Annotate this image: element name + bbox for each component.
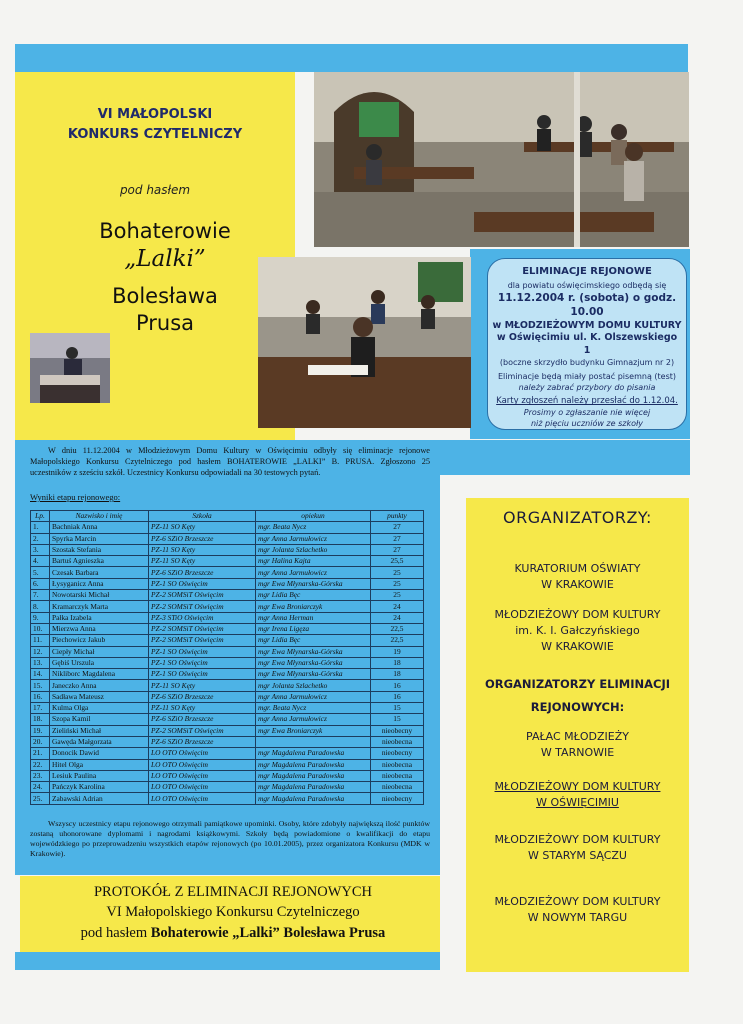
table-cell: Gębiś Urszula: [50, 657, 149, 668]
table-row: [31, 533, 424, 544]
table-cell: 19.: [31, 725, 50, 736]
table-cell: Zieliński Michał: [50, 725, 149, 736]
table-cell: nieobecna: [371, 736, 424, 747]
theme-line-2: „Lalki”: [124, 246, 206, 273]
eliminations-subtitle: dla powiatu oświęcimskiego odbędą się: [507, 280, 667, 290]
eliminations-note-1: Eliminacje będą miały postać pisemną (test): [498, 371, 676, 381]
table-cell: Mierzwa Anna: [50, 623, 149, 634]
table-cell: Pałka Izabela: [50, 612, 149, 623]
classroom-photo-large: [314, 72, 689, 247]
table-cell: mgr Anna Herman: [256, 612, 371, 623]
table-cell: PZ-2 SOMSiT Oświęcim: [149, 725, 256, 736]
table-cell: nieobecny: [371, 725, 424, 736]
regional-organizer-2-line-2: W OŚWIĘCIMIU: [536, 795, 619, 809]
table-cell: mgr Anna Jarmułowicz: [256, 533, 371, 544]
eliminations-request-2: niż pięciu uczniów ze szkoły: [530, 418, 644, 428]
table-row: [31, 714, 424, 725]
eliminations-address: w Oświęcimiu ul. K. Olszewskiego 1: [496, 332, 678, 357]
table-cell: PZ-6 SZiO Brzeszcze: [149, 533, 256, 544]
closing-paragraph: Wszyscy uczestnicy etapu rejonowego otrzymali pamiątkowe upominki. Osoby, które zdobyły największą ilość punktów zostaną uhonorowane dyplomami i nagrodami książkowymi. Szkoły będą powiadomione o kwalifikacji do etapu wojewódzkiego po przeprowadzeniu wszystkich etapów rejonowych (po 10.01.2005), przez organizatora Konkursu (MDK w Krakowie).: [30, 819, 430, 859]
table-cell: 15: [371, 714, 424, 725]
table-cell: PZ-2 SOMSiT Oświęcim: [149, 590, 256, 601]
table-cell: 15.: [31, 680, 50, 691]
table-cell: PZ-6 SZiO Brzeszcze: [149, 691, 256, 702]
table-cell: mgr Anna Jarmułowicz: [256, 691, 371, 702]
table-cell: Kramarczyk Marta: [50, 601, 149, 612]
intro-paragraph: W dniu 11.12.2004 w Młodzieżowym Domu Kultury w Oświęcimiu odbyły się eliminacje rejonowe Małopolskiego Konkursu Czytelniczego pod hasłem BOHATEROWIE „LALKI” B. PRUSA. Zgłoszono 25 uczestników z sześciu szkół. Uczestnicy Konkursu odpowiadali na 30 testowych pytań.: [30, 446, 430, 477]
table-cell: PZ-11 SO Kęty: [149, 544, 256, 555]
table-cell: 12.: [31, 646, 50, 657]
table-cell: mgr Lidia Bęc: [256, 590, 371, 601]
table-cell: 6.: [31, 578, 50, 589]
table-cell: PZ-2 SOMSiT Oświęcim: [149, 635, 256, 646]
table-cell: LO OTO Oświęcim: [149, 770, 256, 781]
table-cell: Szostak Stefania: [50, 544, 149, 555]
protocol-line-3-bold: Bohaterowie „Lalki” Bolesława Prusa: [150, 924, 386, 941]
table-cell: Donocik Dawid: [50, 748, 149, 759]
table-cell: nieobecny: [371, 748, 424, 759]
table-row: [31, 691, 424, 702]
table-cell: 24.: [31, 782, 50, 793]
table-cell: Pańczyk Karolina: [50, 782, 149, 793]
table-row: [31, 669, 424, 680]
organizers-panel: [466, 498, 689, 972]
table-cell: mgr Magdalena Paradowska: [256, 770, 371, 781]
table-cell: 27: [371, 544, 424, 555]
table-cell: 18.: [31, 714, 50, 725]
table-cell: 25: [371, 590, 424, 601]
eliminations-title: ELIMINACJE REJONOWE: [522, 266, 652, 277]
table-cell: LO OTO Oświęcim: [149, 793, 256, 804]
table-cell: mgr Ewa Broniarczyk: [256, 601, 371, 612]
table-cell: Ciepły Michał: [50, 646, 149, 657]
title-line-2: KONKURS CZYTELNICZY: [67, 126, 243, 142]
theme-line-1: Bohaterowie: [99, 219, 231, 243]
table-row: [31, 703, 424, 714]
table-cell: mgr Anna Jarmułowicz: [256, 567, 371, 578]
table-cell: Zabawski Adrian: [50, 793, 149, 804]
table-cell: 27: [371, 533, 424, 544]
table-cell: PZ-1 SO Oświęcim: [149, 657, 256, 668]
results-body: [31, 522, 424, 804]
table-cell: 11.: [31, 635, 50, 646]
table-row: [31, 748, 424, 759]
title-line-1: VI MAŁOPOLSKI: [97, 107, 213, 122]
regional-organizer-4-line-1: MŁODZIEŻOWY DOM KULTURY: [494, 895, 661, 909]
table-cell: Gawęda Małgorzata: [50, 736, 149, 747]
table-row: [31, 612, 424, 623]
regional-organizer-1-line-1: PAŁAC MŁODZIEŻY: [526, 729, 629, 743]
table-cell: 22.: [31, 759, 50, 770]
theme-line-3: Bolesława: [112, 284, 218, 309]
eliminations-deadline: Karty zgłoszeń należy przesłać do 1.12.04.: [496, 396, 678, 407]
table-cell: mgr Lidia Bęc: [256, 635, 371, 646]
table-cell: LO OTO Oświęcim: [149, 759, 256, 770]
table-cell: mgr Ewa Młynarska-Górska: [256, 657, 371, 668]
table-cell: 7.: [31, 590, 50, 601]
table-cell: PZ-11 SO Kęty: [149, 703, 256, 714]
table-cell: PZ-2 SOMSiT Oświęcim: [149, 623, 256, 634]
table-cell: 25.: [31, 793, 50, 804]
table-cell: [256, 736, 371, 747]
table-row: [31, 736, 424, 747]
table-cell: 21.: [31, 748, 50, 759]
regional-organizer-4-line-2: W NOWYM TARGU: [527, 911, 628, 925]
table-cell: 5.: [31, 567, 50, 578]
table-row: [31, 770, 424, 781]
regional-organizer-3-line-2: W STARYM SĄCZU: [528, 849, 627, 863]
organizer-2-line-3: W KRAKOWIE: [541, 639, 614, 653]
table-row: [31, 556, 424, 567]
table-cell: nieobecna: [371, 782, 424, 793]
table-cell: 4.: [31, 556, 50, 567]
table-cell: LO OTO Oświęcim: [149, 782, 256, 793]
table-cell: Szopa Kamil: [50, 714, 149, 725]
table-cell: 16.: [31, 691, 50, 702]
theme-line-4: Prusa: [135, 311, 195, 336]
table-cell: LO OTO Oświęcim: [149, 748, 256, 759]
table-cell: 10.: [31, 623, 50, 634]
table-row: [31, 759, 424, 770]
table-cell: PZ-6 SZiO Brzeszcze: [149, 567, 256, 578]
table-cell: 20.: [31, 736, 50, 747]
table-cell: mgr Magdalena Paradowska: [256, 748, 371, 759]
table-cell: 3.: [31, 544, 50, 555]
protocol-line-3-prefix: pod hasłem: [80, 924, 148, 941]
table-cell: mgr Irena Ligęza: [256, 623, 371, 634]
regional-organizer-1-line-2: W TARNOWIE: [540, 745, 615, 759]
table-cell: 16: [371, 680, 424, 691]
organizer-1-line-1: KURATORIUM OŚWIATY: [514, 562, 641, 575]
table-cell: PZ-11 SO Kęty: [149, 556, 256, 567]
table-cell: 24: [371, 601, 424, 612]
table-cell: 25: [371, 578, 424, 589]
table-cell: PZ-6 SZiO Brzeszcze: [149, 736, 256, 747]
table-row: [31, 657, 424, 668]
table-cell: 25,5: [371, 556, 424, 567]
table-cell: 16: [371, 691, 424, 702]
table-cell: Bartuś Agnieszka: [50, 556, 149, 567]
table-cell: Kulma Olga: [50, 703, 149, 714]
eliminations-note-2: należy zabrać przybory do pisania: [518, 382, 656, 392]
table-row: [31, 522, 424, 533]
table-cell: 1.: [31, 522, 50, 533]
table-row: [31, 601, 424, 612]
table-row: [31, 567, 424, 578]
table-cell: Spyrka Marcin: [50, 533, 149, 544]
table-row: [31, 680, 424, 691]
table-cell: 27: [371, 522, 424, 533]
table-cell: mgr Ewa Młynarska-Górska: [256, 669, 371, 680]
classroom-photo-medium: [258, 257, 471, 428]
table-cell: Lesiuk Paulina: [50, 770, 149, 781]
table-cell: 15: [371, 703, 424, 714]
table-cell: 24: [371, 612, 424, 623]
table-cell: 22,5: [371, 635, 424, 646]
column-header: opiekun: [256, 511, 371, 522]
table-cell: PZ-1 SO Oświęcim: [149, 646, 256, 657]
organizer-2-line-1: MŁODZIEŻOWY DOM KULTURY: [494, 607, 661, 621]
table-cell: PZ-1 SO Oświęcim: [149, 578, 256, 589]
regional-organizers-heading-1: ORGANIZATORZY ELIMINACJI: [484, 676, 671, 691]
results-heading: Wyniki etapu rejonowego:: [30, 492, 121, 502]
table-row: [31, 544, 424, 555]
table-cell: mgr Jolanta Szlachetko: [256, 680, 371, 691]
table-cell: 8.: [31, 601, 50, 612]
results-table: [30, 510, 424, 805]
table-cell: Piechowicz Jakub: [50, 635, 149, 646]
table-cell: 13.: [31, 657, 50, 668]
organizer-1-line-2: W KRAKOWIE: [541, 577, 614, 591]
table-cell: Hitel Olga: [50, 759, 149, 770]
table-cell: 18: [371, 669, 424, 680]
table-cell: PZ-11 SO Kęty: [149, 522, 256, 533]
table-cell: Janeczko Anna: [50, 680, 149, 691]
table-cell: Łysyganicz Anna: [50, 578, 149, 589]
column-header: Szkoła: [149, 511, 256, 522]
table-cell: 19: [371, 646, 424, 657]
table-cell: 18: [371, 657, 424, 668]
motto: pod hasłem: [119, 183, 191, 197]
table-cell: mgr Jolanta Szlachetko: [256, 544, 371, 555]
column-header: Nazwisko i imię: [50, 511, 149, 522]
eliminations-info-box: [487, 258, 687, 430]
table-cell: mgr Halina Kajta: [256, 556, 371, 567]
table-cell: mgr Ewa Broniarczyk: [256, 725, 371, 736]
organizers-heading: ORGANIZATORZY:: [503, 508, 652, 527]
regional-organizer-2-line-1: MŁODZIEŻOWY DOM KULTURY: [494, 779, 661, 793]
table-cell: mgr Magdalena Paradowska: [256, 782, 371, 793]
eliminations-request-1: Prosimy o zgłaszanie nie więcej: [523, 407, 651, 417]
table-row: [31, 623, 424, 634]
table-cell: 17.: [31, 703, 50, 714]
student-photo-small: [30, 333, 110, 403]
table-cell: Sadława Mateusz: [50, 691, 149, 702]
column-header: Lp.: [31, 511, 50, 522]
organizer-2-line-2: im. K. I. Gałczyńskiego: [515, 623, 640, 637]
table-cell: Bachniak Anna: [50, 522, 149, 533]
table-cell: mgr Anna Jarmułowicz: [256, 714, 371, 725]
top-blue-bar: [15, 44, 688, 72]
table-row: [31, 646, 424, 657]
table-cell: PZ-6 SZiO Brzeszcze: [149, 714, 256, 725]
table-cell: nieobecna: [371, 759, 424, 770]
eliminations-venue: w MŁODZIEŻOWYM DOMU KULTURY: [492, 319, 682, 331]
table-row: [31, 793, 424, 804]
regional-organizer-3-line-1: MŁODZIEŻOWY DOM KULTURY: [494, 833, 661, 847]
table-cell: 23.: [31, 770, 50, 781]
protocol-line-2: VI Małopolskiego Konkursu Czytelniczego: [106, 904, 360, 921]
protocol-line-1: PROTOKÓŁ Z ELIMINACJI REJONOWYCH: [93, 884, 373, 900]
table-row: [31, 725, 424, 736]
table-header-row: [31, 511, 424, 522]
table-cell: PZ-2 SOMSiT Oświęcim: [149, 601, 256, 612]
table-row: [31, 590, 424, 601]
table-cell: 22,5: [371, 623, 424, 634]
protocol-line-3: [28, 923, 438, 943]
table-row: [31, 782, 424, 793]
eliminations-address-note: (boczne skrzydło budynku Gimnazjum nr 2): [499, 358, 675, 368]
table-row: [31, 635, 424, 646]
table-cell: Nowotarski Michał: [50, 590, 149, 601]
table-cell: mgr Ewa Młynarska-Górska: [256, 646, 371, 657]
table-cell: 14.: [31, 669, 50, 680]
regional-organizers-heading-2: REJONOWYCH:: [530, 699, 625, 714]
table-cell: mgr. Beata Nycz: [256, 522, 371, 533]
table-cell: mgr. Beata Nycz: [256, 703, 371, 714]
protocol-title: [28, 882, 438, 943]
table-cell: 9.: [31, 612, 50, 623]
table-cell: PZ-3 STiO Oświęcim: [149, 612, 256, 623]
table-cell: PZ-11 SO Kęty: [149, 680, 256, 691]
table-cell: 2.: [31, 533, 50, 544]
table-cell: Czesak Barbara: [50, 567, 149, 578]
table-cell: nieobecna: [371, 770, 424, 781]
contest-title: [30, 105, 280, 144]
bottom-blue-strip: [15, 952, 440, 970]
column-header: punkty: [371, 511, 424, 522]
table-cell: mgr Magdalena Paradowska: [256, 793, 371, 804]
table-cell: mgr Magdalena Paradowska: [256, 759, 371, 770]
table-cell: Nikliborc Magdalena: [50, 669, 149, 680]
eliminations-date: 11.12.2004 r. (sobota) o godz. 10.00: [497, 292, 677, 319]
table-cell: nieobecny: [371, 793, 424, 804]
table-cell: mgr Ewa Młynarska-Górska: [256, 578, 371, 589]
table-cell: PZ-1 SO Oświęcim: [149, 669, 256, 680]
table-row: [31, 578, 424, 589]
table-cell: 25: [371, 567, 424, 578]
